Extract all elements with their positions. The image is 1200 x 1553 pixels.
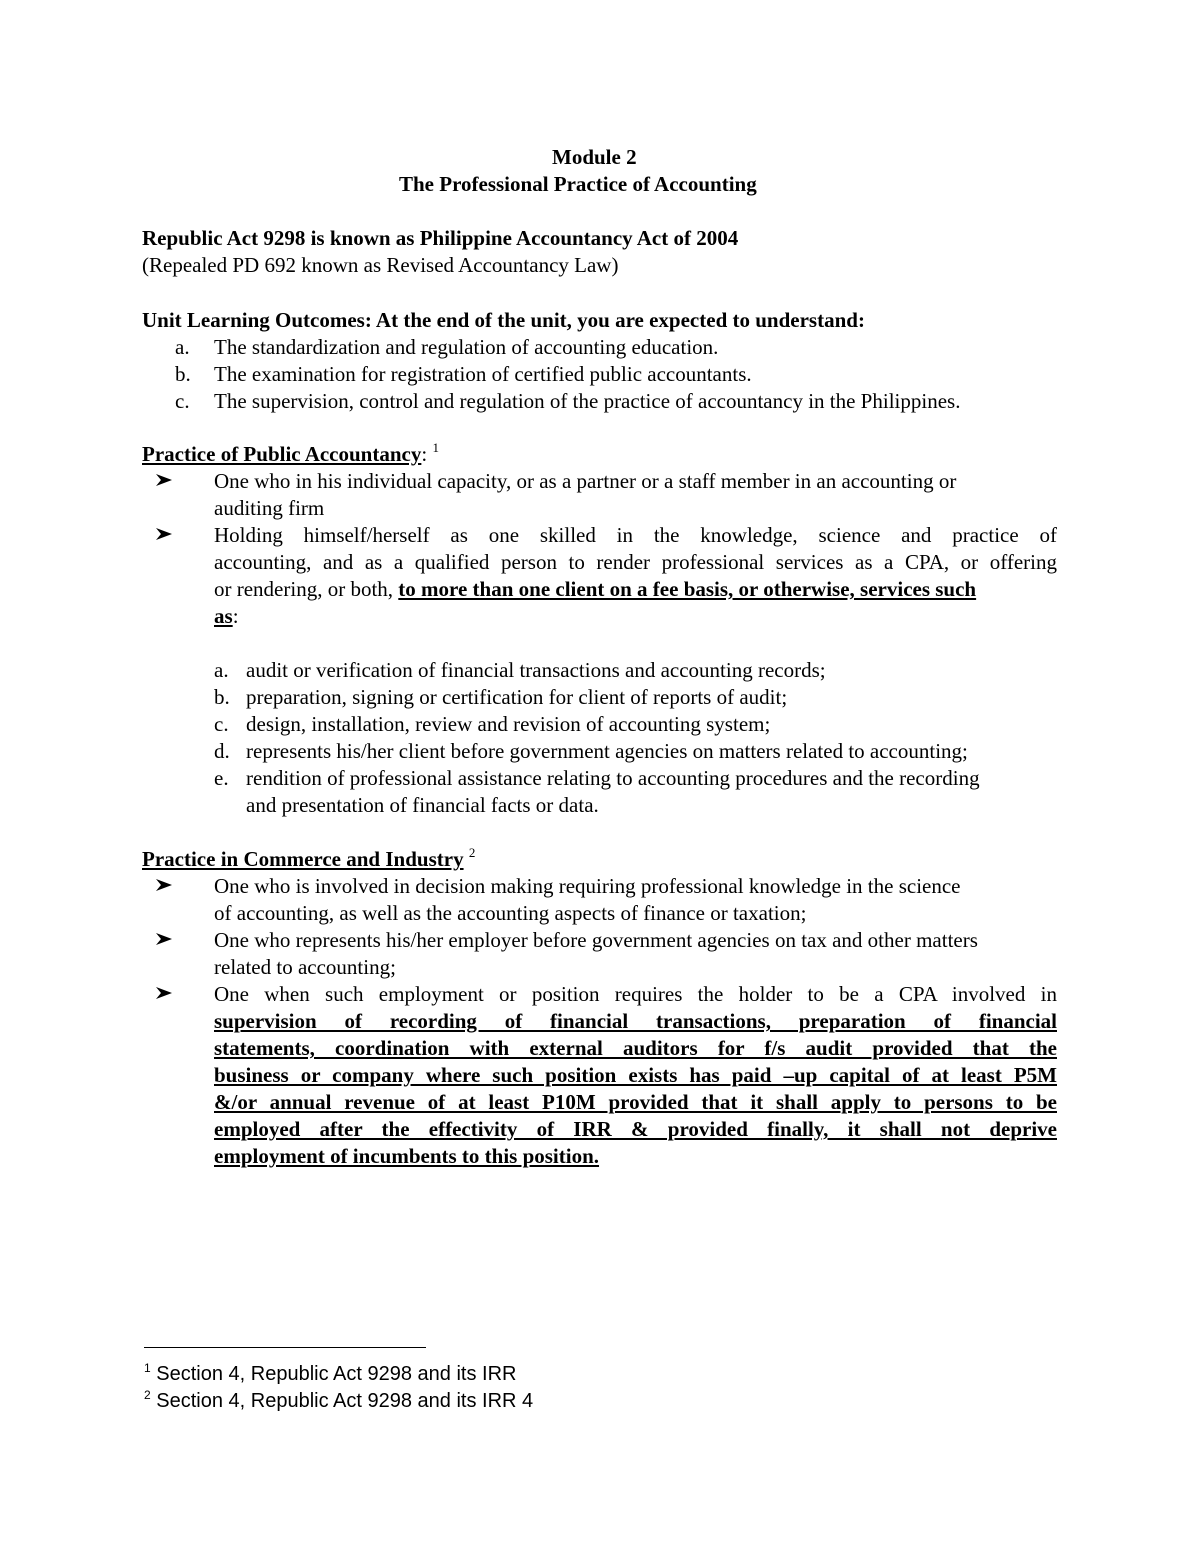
service-marker: d. [214, 739, 230, 763]
commerce-heading: Practice in Commerce and Industry [142, 847, 464, 871]
outcome-marker: c. [175, 389, 190, 413]
footnote-1 [144, 1361, 516, 1389]
arrow-bullet-icon [154, 985, 184, 1001]
service-item: rendition of professional assistance relating to accounting procedures and the recording [246, 766, 980, 790]
service-item: design, installation, review and revision of accounting system; [246, 712, 771, 736]
act-heading: Republic Act 9298 is known as Philippine Accountancy Act of 2004 [142, 226, 739, 250]
public-bullet-2-emphasis-end: as [214, 604, 233, 628]
commerce-bullet-3-emphasis: supervision of recording of financial transactions, preparation of financial [214, 1009, 1057, 1033]
service-marker: a. [214, 658, 229, 682]
footnote-ref-1: 1 [432, 440, 439, 455]
public-heading-colon: : [421, 442, 428, 466]
outcomes-heading: Unit Learning Outcomes: At the end of the unit, you are expected to understand: [142, 308, 865, 332]
commerce-bullet-3-emphasis: statements, coordination with external auditors for f/s audit provided that the [214, 1036, 1057, 1060]
service-marker: e. [214, 766, 229, 790]
public-bullet-1: One who in his individual capacity, or as a partner or a staff member in an accounting or [214, 469, 957, 493]
commerce-bullet-3-emphasis: business or company where such position exists has paid –up capital of at least P5M [214, 1063, 1057, 1087]
public-bullet-2-line3 [214, 576, 976, 602]
outcome-item: The examination for registration of certified public accountants. [214, 362, 752, 386]
outcome-item: The standardization and regulation of accounting education. [214, 335, 719, 359]
public-bullet-2-line4 [214, 603, 239, 629]
service-item: audit or verification of financial transactions and accounting records; [246, 658, 826, 682]
footnote-2-number: 2 [144, 1388, 151, 1402]
outcome-marker: b. [175, 362, 191, 386]
public-bullet-2: Holding himself/herself as one skilled in the knowledge, science and practice of [214, 523, 1057, 547]
arrow-bullet-icon [154, 526, 184, 542]
service-item: preparation, signing or certification for client of reports of audit; [246, 685, 788, 709]
footnote-2 [144, 1388, 533, 1416]
page-title: The Professional Practice of Accounting [399, 172, 757, 196]
footnote-1-number: 1 [144, 1361, 151, 1375]
footnote-separator [144, 1347, 426, 1348]
service-marker: c. [214, 712, 229, 736]
outcome-marker: a. [175, 335, 190, 359]
public-heading-line [142, 441, 439, 470]
commerce-bullet-1: One who is involved in decision making requiring professional knowledge in the science [214, 874, 961, 898]
arrow-bullet-icon [154, 472, 184, 488]
commerce-bullet-3-emphasis: &/or annual revenue of at least P10M provided that it shall apply to persons to be [214, 1090, 1057, 1114]
public-bullet-1-cont: auditing firm [214, 496, 325, 520]
service-item: represents his/her client before government agencies on matters related to accounting; [246, 739, 968, 763]
commerce-bullet-2: One who represents his/her employer before government agencies on tax and other matters [214, 928, 978, 952]
commerce-bullet-3-emphasis-end: employment of incumbents to this position. [214, 1144, 600, 1168]
footnote-2-text: Section 4, Republic Act 9298 and its IRR 4 [156, 1390, 534, 1412]
service-item-cont: and presentation of financial facts or data. [246, 793, 599, 817]
public-bullet-2-cont: accounting, and as a qualified person to render professional services as a CPA, or offering [214, 550, 1057, 574]
public-bullet-2-emphasis: to more than one client on a fee basis, or otherwise, services such [398, 577, 977, 601]
arrow-bullet-icon [154, 877, 184, 893]
act-subtext: (Repealed PD 692 known as Revised Accountancy Law) [142, 253, 619, 277]
outcome-item: The supervision, control and regulation of the practice of accountancy in the Philippines. [214, 389, 961, 413]
footnote-1-text: Section 4, Republic Act 9298 and its IRR [156, 1363, 517, 1385]
public-bullet-2-text: or rendering, or both, [214, 577, 394, 601]
commerce-bullet-2-cont: related to accounting; [214, 955, 396, 979]
commerce-bullet-1-cont: of accounting, as well as the accounting aspects of finance or taxation; [214, 901, 807, 925]
commerce-bullet-3: One when such employment or position requires the holder to be a CPA involved in [214, 982, 1057, 1006]
public-bullet-2-colon: : [232, 604, 239, 628]
arrow-bullet-icon [154, 931, 184, 947]
commerce-heading-line [142, 846, 475, 875]
service-marker: b. [214, 685, 230, 709]
public-heading: Practice of Public Accountancy [142, 442, 422, 466]
commerce-bullet-3-emphasis: employed after the effectivity of IRR & provided finally, it shall not deprive [214, 1117, 1057, 1141]
footnote-ref-2: 2 [468, 845, 476, 860]
module-number: Module 2 [552, 145, 637, 169]
